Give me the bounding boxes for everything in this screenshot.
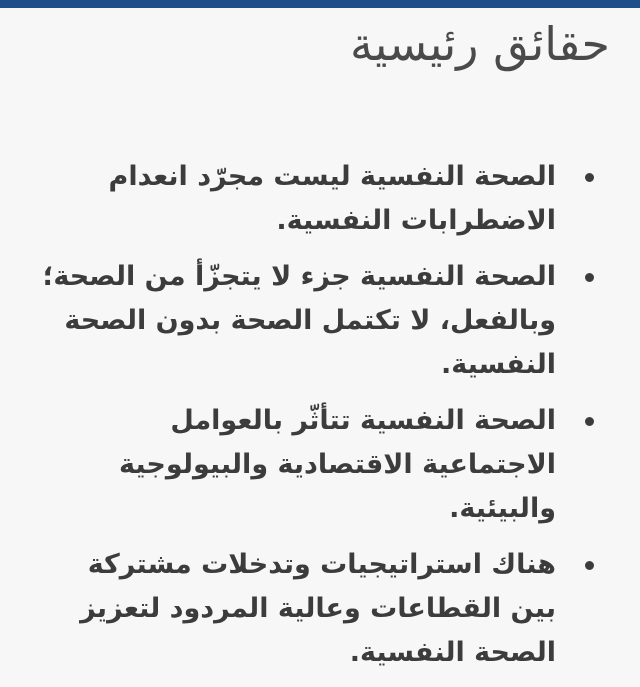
slide-title: حقائق رئيسية (350, 17, 610, 71)
bullet-icon (585, 417, 594, 426)
top-accent-bar (0, 0, 640, 8)
fact-item (40, 399, 606, 531)
fact-item (40, 543, 606, 675)
fact-text: الصحة النفسية تتأثّر بالعوامل الاجتماعية الاقتصادية والبيولوجية والبيئية. (119, 405, 556, 524)
facts-list (40, 155, 606, 687)
fact-text: الصحة النفسية جزء لا يتجزّأ من الصحة؛ وبالفعل، لا تكتمل الصحة بدون الصحة النفسية. (42, 261, 556, 380)
bullet-icon (585, 273, 594, 282)
fact-text: هناك استراتيجيات وتدخلات مشتركة بين القطاعات وعالية المردود لتعزيز الصحة النفسية. (80, 549, 556, 668)
fact-item (40, 255, 606, 387)
fact-item (40, 155, 606, 243)
bullet-icon (585, 561, 594, 570)
bullet-icon (585, 173, 594, 182)
fact-text: الصحة النفسية ليست مجرّد انعدام الاضطرابات النفسية. (108, 161, 556, 236)
